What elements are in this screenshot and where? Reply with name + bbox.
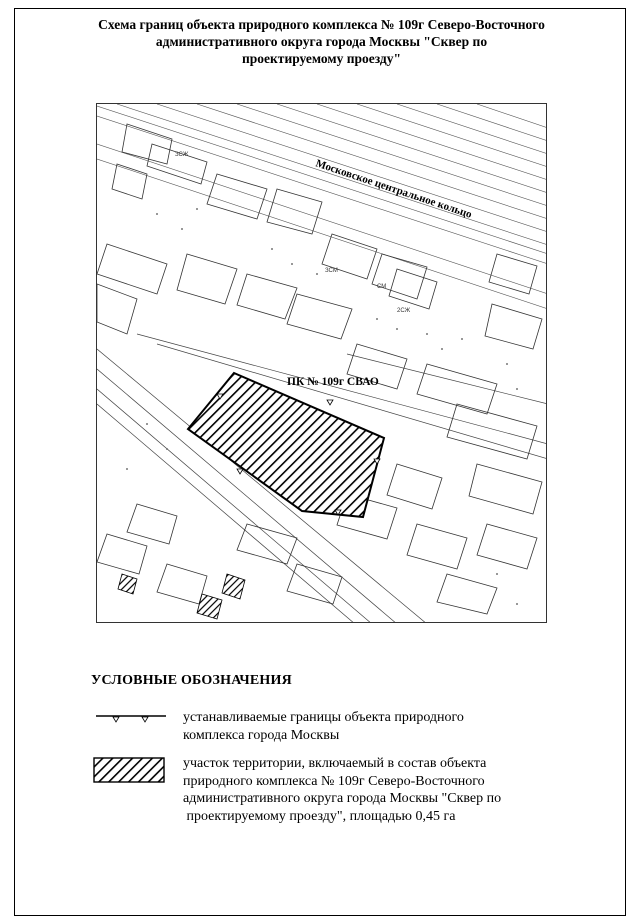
building-outlines — [97, 124, 542, 614]
legend-area-line-2: природного комплекса № 109г Северо-Восточного — [183, 773, 485, 789]
hatched-area-icon — [93, 757, 165, 783]
map-canvas — [97, 104, 547, 623]
building-label-3: СМ — [377, 284, 387, 290]
legend-boundary-line-2: комплекса города Москвы — [183, 727, 340, 743]
map-frame — [96, 103, 547, 623]
legend-text-area — [183, 755, 623, 825]
building-label-4: 2СЖ — [397, 308, 411, 314]
boundary-line-icon — [96, 713, 166, 725]
green-area-dots — [126, 208, 518, 605]
page-title — [30, 16, 613, 67]
building-label-1: ЗСЖ — [175, 152, 189, 158]
building-label-2: ЗСМ — [325, 268, 338, 274]
legend-area-line-3: административного округа города Москвы "Сквер по — [183, 791, 502, 806]
legend-heading: УСЛОВНЫЕ ОБОЗНАЧЕНИЯ — [91, 673, 292, 688]
title-line-2: административного округа города Москвы "Сквер по — [155, 34, 488, 49]
legend-area-line-4: проектируемому проезду", площадью 0,45 га — [183, 808, 456, 824]
railway-tracks — [97, 104, 547, 309]
legend-area-line-1: участок территории, включаемый в состав объекта — [183, 756, 487, 771]
object-label: ПК № 109г СВАО — [287, 376, 379, 388]
legend-boundary-line-1: устанавливаемые границы объекта природного — [183, 710, 464, 725]
railway-label: Московское центральное кольцо — [314, 157, 474, 221]
title-line-1: Схема границ объекта природного комплекса № 109г Северо-Восточного — [98, 17, 545, 32]
small-hatched-buildings — [118, 574, 245, 619]
title-line-3: проектируемому проезду" — [242, 51, 401, 66]
legend-text-boundary — [183, 709, 623, 744]
